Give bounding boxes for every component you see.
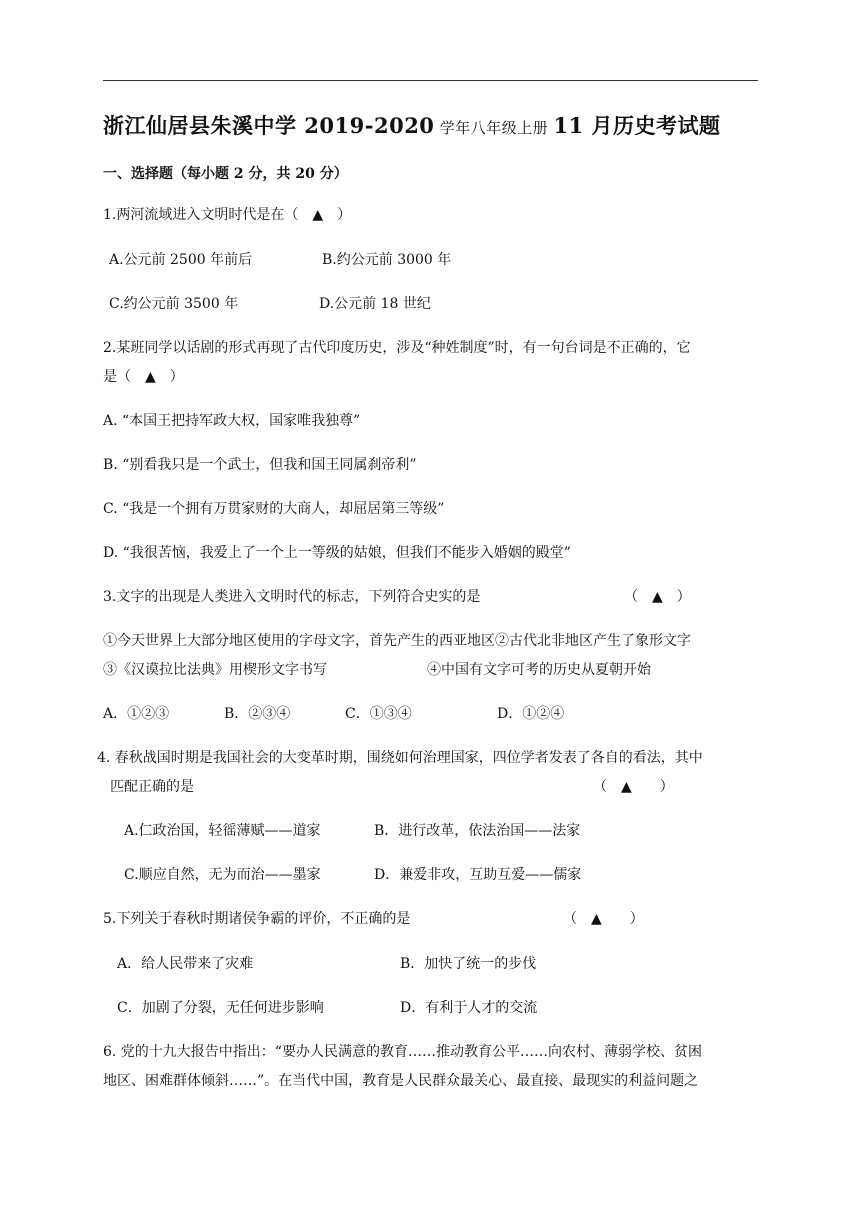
q1-option-c: C.约公元前 3500 年 xyxy=(109,296,239,312)
q5-stem: 5.下列关于春秋时期诸侯争霸的评价，不正确的是 xyxy=(103,911,411,927)
q5-option-b: B．加快了统一的步伐 xyxy=(400,956,537,972)
title-mid: 学年八年级上册 xyxy=(434,119,554,137)
page-title xyxy=(103,110,721,140)
q4-option-b: B．进行改革，依法治国——法家 xyxy=(374,823,581,839)
q4-stem-line2: 匹配正确的是 xyxy=(110,779,194,795)
q2-stem-line1: 2.某班同学以话剧的形式再现了古代印度历史，涉及“种姓制度”时，有一句台词是不正确的，它 xyxy=(103,340,691,356)
q5-option-a: A．给人民带来了灾难 xyxy=(117,956,254,972)
q3-option-c: C．①③④ xyxy=(345,706,412,722)
q6-line1: 6. 党的十九大报告中指出：“要办人民满意的教育……推动教育公平……向农村、薄弱学校、贫困 xyxy=(103,1044,702,1060)
q4-stem-line1: 4. 春秋战国时期是我国社会的大变革时期，围绕如何治理国家，四位学者发表了各自的看法，其中 xyxy=(97,750,703,766)
q1-option-d: D.公元前 18 世纪 xyxy=(319,296,431,312)
header-rule xyxy=(103,80,758,81)
q3-answer-mark: （ ▲ ） xyxy=(624,589,691,605)
q6-line2: 地区、困难群体倾斜……”。在当代中国，教育是人民群众最关心、最直接、最现实的利益问题之 xyxy=(103,1073,699,1089)
q2-option-d: D. “我很苦恼，我爱上了一个上一等级的姑娘，但我们不能步入婚姻的殿堂” xyxy=(103,545,571,561)
q4-option-d: D．兼爱非攻，互助互爱——儒家 xyxy=(374,867,582,883)
title-main: 浙江仙居县朱溪中学 2019-2020 xyxy=(103,113,435,138)
q4-option-c: C.顺应自然，无为而治——墨家 xyxy=(124,867,321,883)
q2-option-b: B. “别看我只是一个武士，但我和国王同属刹帝利” xyxy=(103,457,417,473)
q2-stem-line2: 是（ ▲ ） xyxy=(103,369,184,385)
q5-option-c: C．加剧了分裂，无任何进步影响 xyxy=(117,1000,324,1016)
q4-answer-mark: （ ▲ ） xyxy=(593,779,674,795)
q3-statement-line1: ①今天世界上大部分地区使用的字母文字，首先产生的西亚地区②古代北非地区产生了象形文字 xyxy=(103,633,691,649)
q3-statement-line2b: ④中国有文字可考的历史从夏朝开始 xyxy=(427,662,651,678)
q1-option-a: A.公元前 2500 年前后 xyxy=(109,252,253,268)
section-heading: 一、选择题（每小题 2 分，共 20 分） xyxy=(103,166,348,182)
q3-option-d: D．①②④ xyxy=(497,706,565,722)
q3-option-a: A．①②③ xyxy=(103,706,170,722)
q3-statement-line2a: ③《汉谟拉比法典》用楔形文字书写 xyxy=(103,662,327,678)
q4-option-a: A.仁政治国，轻徭薄赋——道家 xyxy=(124,823,321,839)
q1-option-b: B.约公元前 3000 年 xyxy=(322,252,452,268)
title-tail: 11 月历史考试题 xyxy=(553,113,721,138)
q2-option-a: A. “本国王把持军政大权，国家唯我独尊” xyxy=(103,413,361,429)
q2-option-c: C. “我是一个拥有万贯家财的大商人，却屈居第三等级” xyxy=(103,501,445,517)
q3-stem: 3.文字的出现是人类进入文明时代的标志，下列符合史实的是 xyxy=(103,589,481,605)
q5-option-d: D．有利于人才的交流 xyxy=(400,1000,538,1016)
q1-stem: 1.两河流域进入文明时代是在（ ▲ ） xyxy=(103,207,352,223)
q3-option-b: B．②③④ xyxy=(224,706,291,722)
q5-answer-mark: （ ▲ ） xyxy=(563,911,644,927)
